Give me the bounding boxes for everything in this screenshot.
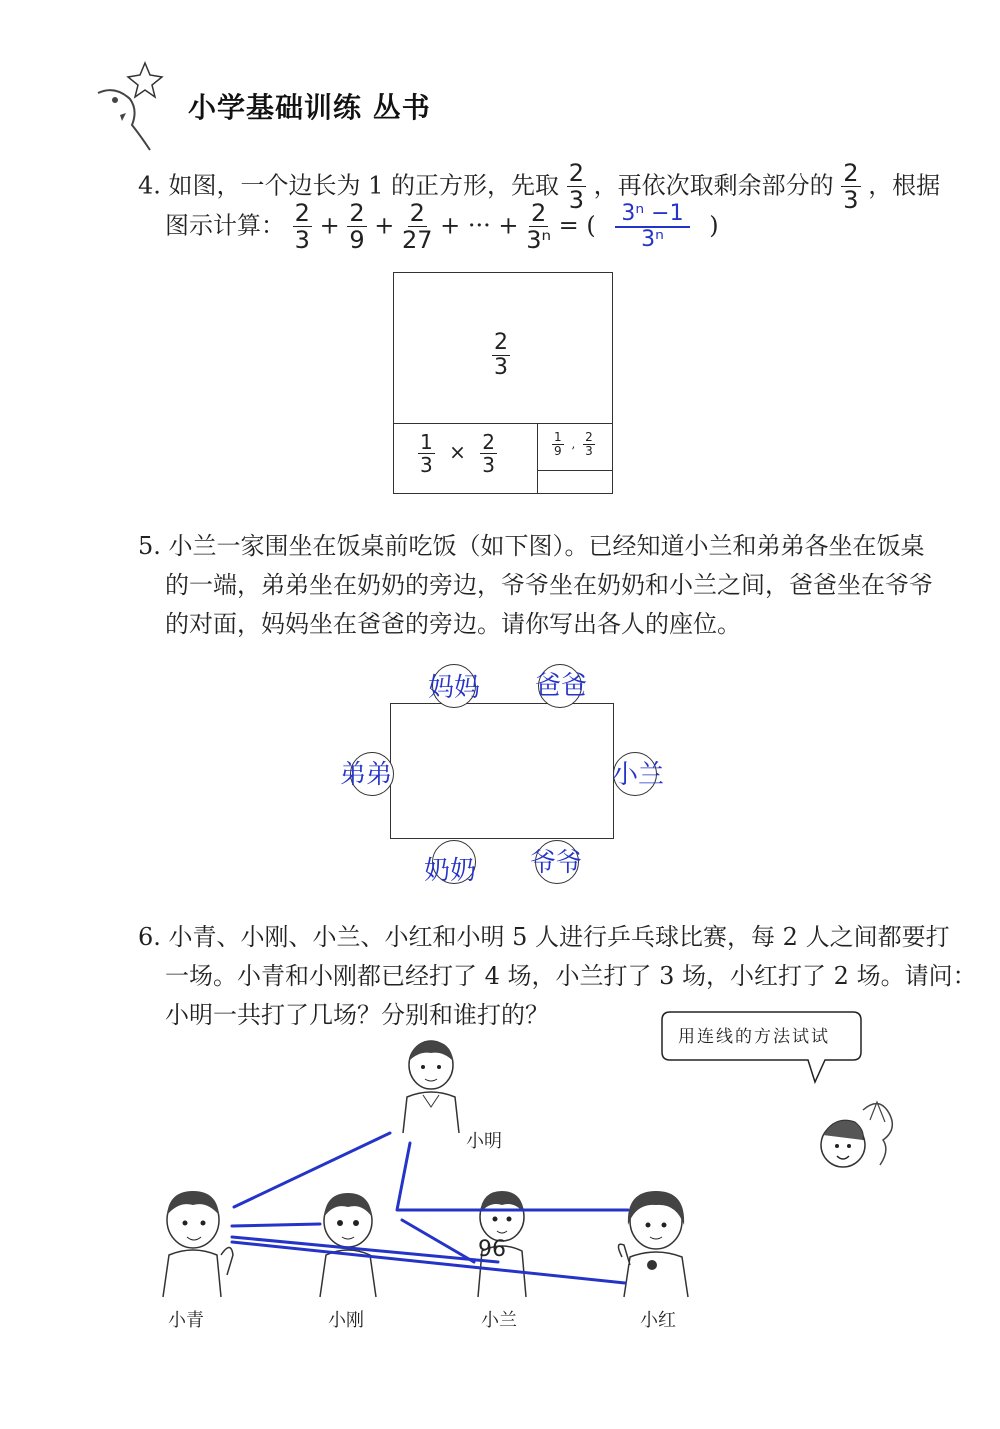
q4-line1: 4. 如图，一个边长为 1 的正方形，先取 $\frac{2}{3}$ ，再依次取剩余部分的 $\frac{2}{3}$ ，根据 [138,159,941,215]
q6-line1: 6. 小青、小刚、小兰、小红和小明 5 人进行乒乓球比赛，每 2 人之间都要打 [138,923,950,951]
q6-line2: 一场。小青和小刚都已经打了 4 场，小兰打了 3 场，小红打了 2 场。请问： [165,962,977,990]
seat-label-didi: 弟弟 [340,760,393,790]
seat-label-nainai: 奶奶 [424,856,477,886]
label-xiaolan: 小兰 [481,1310,517,1331]
q5-line1: 5. 小兰一家围坐在饭桌前吃饭（如下图）。已经知道小兰和弟弟各坐在饭桌 [138,532,925,560]
line-xiaogang-xiaoming [397,1143,410,1210]
line-xiaoqing-xiaohong [232,1242,625,1283]
label-xiaogang: 小刚 [328,1310,364,1331]
seat-label-baba: 爸爸 [535,671,588,701]
seat-label-yeye: 爷爷 [530,848,583,878]
seat-label-xiaolan: 小兰 [612,760,665,790]
big-region-fraction: $\frac{2}{3}$ [494,330,508,381]
q4-answer: $\frac{\text{3ⁿ −1}}{\text{3ⁿ}}$ [615,202,689,252]
seat-label-mama: 妈妈 [428,673,481,703]
q4-line2: 图示计算： $\frac{2}{3}$ + $\frac{2}{9}$ + $\frac{2}{27}$ + ··· + $\frac{2}{\text{3ⁿ}}$ = ( $\frac{\text{3ⁿ −1}}{\text{3ⁿ}}$ ) [165,199,719,255]
q5-line2: 的一端，弟弟坐在奶奶的旁边，爷爷坐在奶奶和小兰之间，爸爸坐在爷爷 [165,571,933,599]
line-xiaoqing-xiaoming [234,1133,390,1207]
header-title: 小学基础训练 丛书 [188,91,431,124]
bubble-text: 用连线的方法试试 [678,1027,830,1047]
label-xiaoming: 小明 [466,1131,502,1152]
q6-line3: 小明一共打了几场？分别和谁打的？ [165,1001,549,1029]
label-xiaoqing: 小青 [168,1310,204,1331]
label-xiaohong: 小红 [640,1310,676,1331]
q5-line3: 的对面，妈妈坐在爸爸的旁边。请你写出各人的座位。 [165,610,741,638]
small-region-expression: $\frac{1}{9}$ , $\frac{2}{3}$ [554,430,593,459]
page-number: 96 [478,1237,506,1262]
mid-region-expression: $\frac{1}{3}$ × $\frac{2}{3}$ [420,430,495,477]
line-xiaoqing-xiaolan [232,1237,498,1262]
line-xiaoqing-xiaogang [232,1224,320,1226]
